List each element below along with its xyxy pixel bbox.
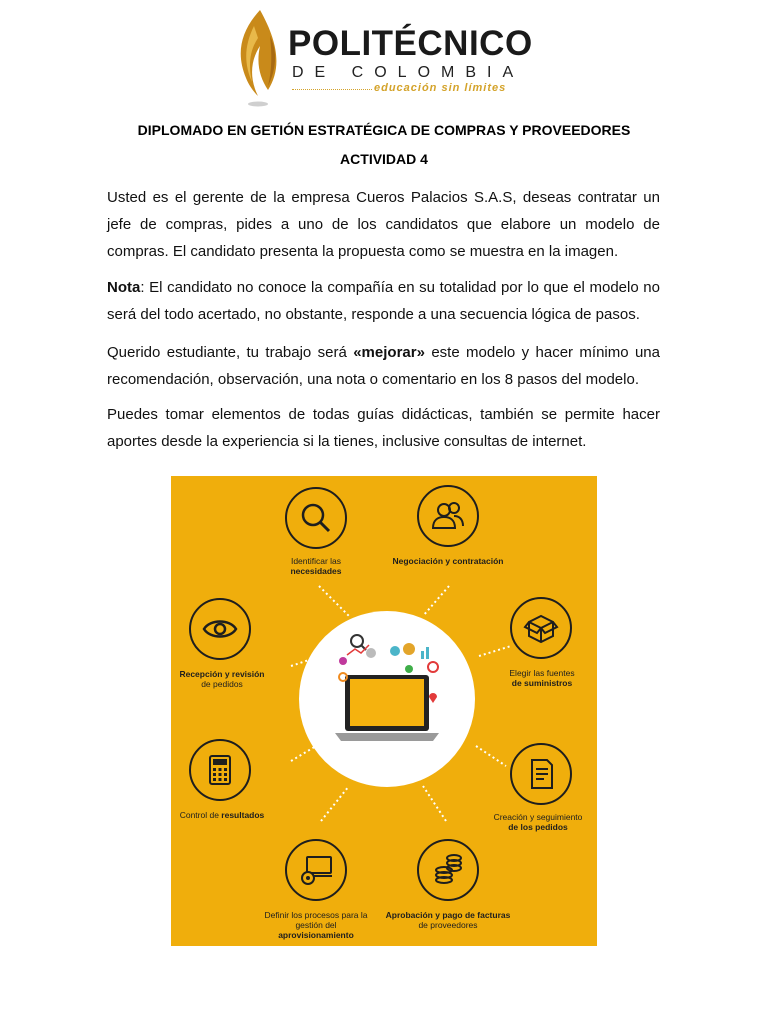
coins-icon [428, 850, 468, 890]
center-laptop-graphic [299, 611, 475, 787]
step-orders-label: Creación y seguimiento de los pedidos [493, 812, 583, 832]
step-orders-node [510, 743, 572, 805]
task-text-after: este modelo y hacer mínimo una recomendación, observación, una nota o comentario en los 8 pasos del modelo. [107, 344, 660, 388]
resources-paragraph: Puedes tomar elementos de todas guías didácticas, también se permite hacer aportes desde la experiencia si la tienes, inclusive consultas de internet. [107, 406, 660, 450]
step-negotiation-label: Negociación y contratación [392, 556, 504, 566]
laptop-icon [299, 611, 475, 787]
note-label: Nota [107, 279, 141, 296]
activity-title: ACTIVIDAD 4 [340, 151, 428, 167]
box-icon [521, 608, 561, 648]
intro-paragraph: Usted es el gerente de la empresa Cueros Palacios S.A.S, deseas contratar un jefe de compras, pides a uno de los candidatos que elabore un modelo de compras. El candidato presenta la propuesta como se muestra en la imagen. [107, 189, 660, 260]
step-processes-node [285, 839, 347, 901]
step-identify-node [285, 487, 347, 549]
task-emphasis: «mejorar» [353, 344, 425, 361]
eye-icon [200, 609, 240, 649]
step-identify-label: Identificar las necesidades [290, 556, 342, 576]
laptop-gear-icon [296, 850, 336, 890]
step-sources-node [510, 597, 572, 659]
task-paragraph [107, 339, 660, 393]
step-payment-node [417, 839, 479, 901]
task-text-before: Querido estudiante, tu trabajo será [107, 344, 354, 361]
step-reception-node [189, 598, 251, 660]
people-icon [428, 496, 468, 536]
step-reception-label: Recepción y revisión de pedidos [179, 669, 265, 689]
document-icon [521, 754, 561, 794]
institution-logo [230, 6, 540, 110]
flame-icon [230, 6, 286, 110]
course-title: DIPLOMADO EN GETIÓN ESTRATÉGICA DE COMPRAS Y PROVEEDORES [137, 122, 631, 138]
step-control-node [189, 739, 251, 801]
calculator-icon [200, 750, 240, 790]
step-control-label: Control de resultados [179, 810, 265, 820]
logo-dotted-rule [292, 89, 372, 90]
logo-title: POLITÉCNICO [288, 24, 533, 63]
step-sources-label: Elegir las fuentes de suministros [509, 668, 575, 688]
step-payment-label: Aprobación y pago de facturas de proveedores [385, 910, 511, 930]
note-text: : El candidato no conoce la compañía en su totalidad por lo que el modelo no será del todo acertado, no obstante, responde a una secuencia lógica de pasos. [107, 279, 660, 323]
purchasing-model-infographic [171, 476, 597, 946]
step-negotiation-node [417, 485, 479, 547]
step-processes-label: Definir los procesos para la gestión del aprovisionamiento [264, 910, 368, 940]
magnifier-icon [296, 498, 336, 538]
logo-subtitle: DE COLOMBIA [292, 64, 525, 81]
note-paragraph [107, 274, 660, 328]
logo-tagline: educación sin límites [374, 82, 507, 94]
